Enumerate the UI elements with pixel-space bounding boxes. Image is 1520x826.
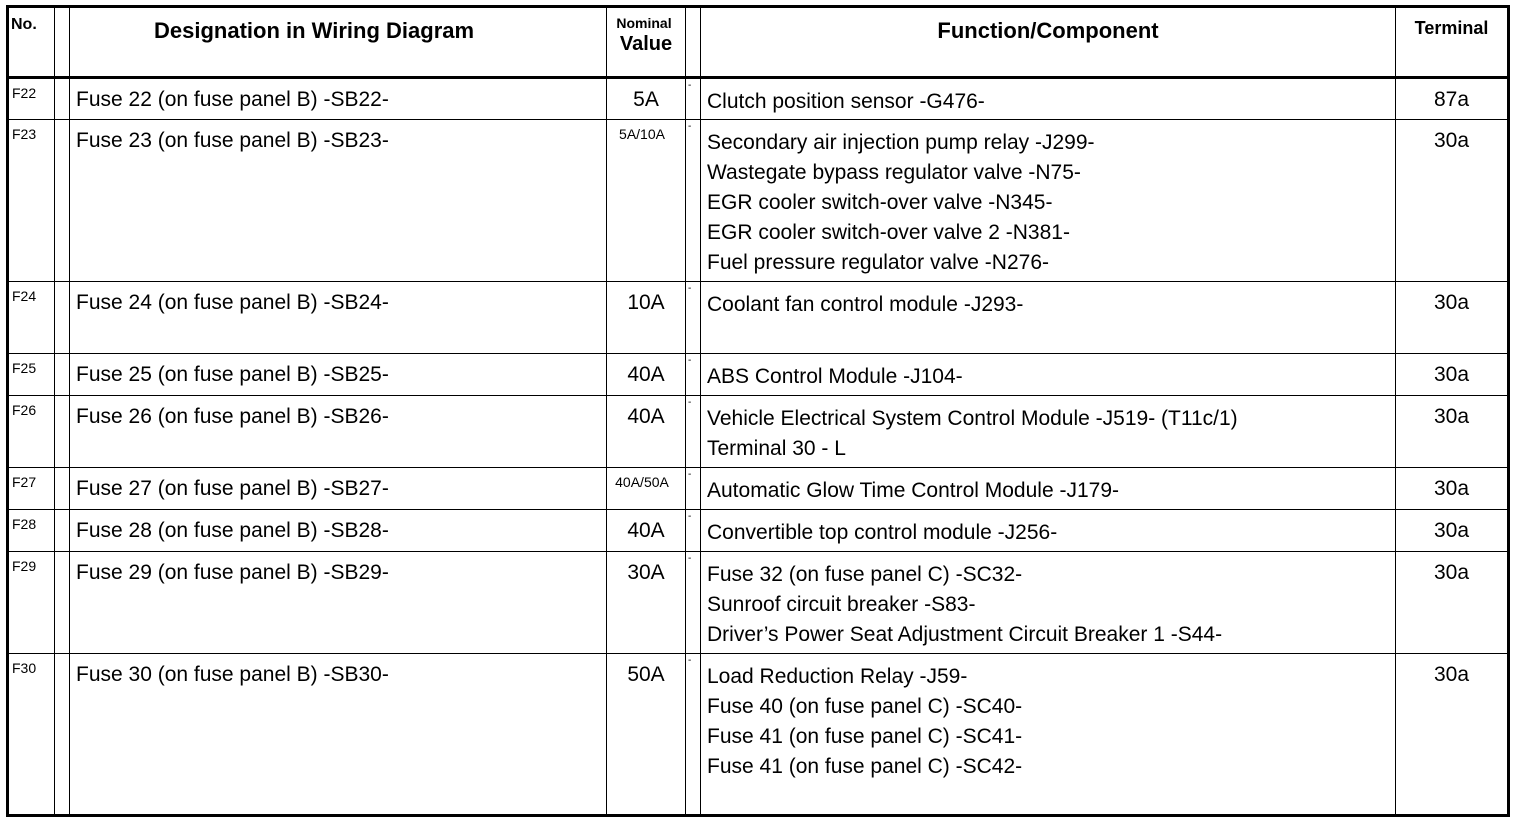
- designation-cell: Fuse 22 (on fuse panel B) -SB22-: [70, 78, 607, 120]
- dash-cell: -: [686, 552, 701, 654]
- table-row: [8, 510, 1509, 552]
- header-nominal-value: [607, 7, 686, 78]
- terminal-cell: 30a: [1396, 552, 1509, 654]
- spacer-cell: [55, 78, 70, 120]
- header-terminal: Terminal: [1396, 7, 1509, 78]
- nominal-value-cell: 5A/10A: [607, 120, 686, 282]
- spacer-cell: [55, 282, 70, 354]
- function-line: Wastegate bypass regulator valve -N75-: [707, 161, 1081, 184]
- table-row: [8, 354, 1509, 396]
- function-line: Secondary air injection pump relay -J299-: [707, 131, 1095, 154]
- terminal-cell: 30a: [1396, 510, 1509, 552]
- designation-cell: Fuse 30 (on fuse panel B) -SB30-: [70, 654, 607, 816]
- dash-cell: -: [686, 120, 701, 282]
- spacer-cell: [55, 120, 70, 282]
- function-line: Convertible top control module -J256-: [707, 521, 1058, 544]
- designation-cell: Fuse 24 (on fuse panel B) -SB24-: [70, 282, 607, 354]
- spacer-cell: [55, 510, 70, 552]
- function-line: Fuse 41 (on fuse panel C) -SC42-: [707, 755, 1023, 778]
- function-cell: [701, 354, 1396, 396]
- dash-cell: -: [686, 78, 701, 120]
- dash-cell: -: [686, 354, 701, 396]
- function-line: Fuel pressure regulator valve -N276-: [707, 251, 1049, 274]
- function-cell: [701, 654, 1396, 816]
- function-line: Terminal 30 - L: [707, 437, 846, 460]
- function-cell: [701, 510, 1396, 552]
- dash-cell: -: [686, 396, 701, 468]
- spacer-cell: [55, 552, 70, 654]
- terminal-cell: 30a: [1396, 282, 1509, 354]
- nominal-value-cell: 40A: [607, 396, 686, 468]
- designation-cell: Fuse 23 (on fuse panel B) -SB23-: [70, 120, 607, 282]
- terminal-cell: 30a: [1396, 468, 1509, 510]
- function-cell: [701, 396, 1396, 468]
- header-spacer: [686, 7, 701, 78]
- dash-cell: -: [686, 510, 701, 552]
- function-line: Driver’s Power Seat Adjustment Circuit Breaker 1 -S44-: [707, 623, 1223, 646]
- header-designation: Designation in Wiring Diagram: [70, 7, 607, 78]
- designation-cell: Fuse 25 (on fuse panel B) -SB25-: [70, 354, 607, 396]
- function-line: Automatic Glow Time Control Module -J179-: [707, 479, 1119, 502]
- fuse-number: F25: [8, 354, 55, 396]
- nominal-value-cell: 10A: [607, 282, 686, 354]
- table-row: [8, 552, 1509, 654]
- table-row: [8, 468, 1509, 510]
- terminal-cell: 87a: [1396, 78, 1509, 120]
- table-row: [8, 78, 1509, 120]
- spacer-cell: [55, 354, 70, 396]
- function-line: EGR cooler switch-over valve 2 -N381-: [707, 221, 1070, 244]
- function-cell: [701, 552, 1396, 654]
- function-line: Fuse 41 (on fuse panel C) -SC41-: [707, 725, 1023, 748]
- function-cell: [701, 282, 1396, 354]
- dash-cell: -: [686, 654, 701, 816]
- function-line: Fuse 40 (on fuse panel C) -SC40-: [707, 695, 1023, 718]
- fuse-number: F23: [8, 120, 55, 282]
- terminal-cell: 30a: [1396, 396, 1509, 468]
- fuse-number: F26: [8, 396, 55, 468]
- nominal-value-cell: 50A: [607, 654, 686, 816]
- header-nominal: Nominal: [616, 15, 672, 31]
- dash-cell: -: [686, 282, 701, 354]
- function-cell: [701, 120, 1396, 282]
- designation-cell: Fuse 27 (on fuse panel B) -SB27-: [70, 468, 607, 510]
- table-row: [8, 396, 1509, 468]
- table-row: [8, 120, 1509, 282]
- table-row: [8, 282, 1509, 354]
- fuse-number: F22: [8, 78, 55, 120]
- nominal-value-cell: 40A: [607, 354, 686, 396]
- function-line: Coolant fan control module -J293-: [707, 293, 1024, 316]
- designation-cell: Fuse 28 (on fuse panel B) -SB28-: [70, 510, 607, 552]
- nominal-value-cell: 40A: [607, 510, 686, 552]
- designation-cell: Fuse 26 (on fuse panel B) -SB26-: [70, 396, 607, 468]
- header-function: Function/Component: [701, 7, 1396, 78]
- nominal-value-cell: 30A: [607, 552, 686, 654]
- nominal-value-cell: 40A/50A: [607, 468, 686, 510]
- fuse-number: F24: [8, 282, 55, 354]
- function-line: Sunroof circuit breaker -S83-: [707, 593, 976, 616]
- terminal-cell: 30a: [1396, 120, 1509, 282]
- terminal-cell: 30a: [1396, 654, 1509, 816]
- function-cell: [701, 78, 1396, 120]
- terminal-cell: 30a: [1396, 354, 1509, 396]
- function-line: Clutch position sensor -G476-: [707, 90, 985, 113]
- fuse-number: F29: [8, 552, 55, 654]
- table-row: [8, 654, 1509, 816]
- designation-cell: Fuse 29 (on fuse panel B) -SB29-: [70, 552, 607, 654]
- spacer-cell: [55, 654, 70, 816]
- header-value: Value: [619, 33, 673, 55]
- fuse-number: F27: [8, 468, 55, 510]
- header-spacer: [55, 7, 70, 78]
- nominal-value-cell: 5A: [607, 78, 686, 120]
- function-line: ABS Control Module -J104-: [707, 365, 963, 388]
- spacer-cell: [55, 468, 70, 510]
- dash-cell: -: [686, 468, 701, 510]
- function-line: Load Reduction Relay -J59-: [707, 665, 968, 688]
- function-line: EGR cooler switch-over valve -N345-: [707, 191, 1053, 214]
- function-line: Fuse 32 (on fuse panel C) -SC32-: [707, 563, 1023, 586]
- header-row: [8, 7, 1509, 78]
- header-no: No.: [8, 7, 55, 78]
- function-cell: [701, 468, 1396, 510]
- spacer-cell: [55, 396, 70, 468]
- fuse-number: F30: [8, 654, 55, 816]
- fuse-number: F28: [8, 510, 55, 552]
- function-line: Vehicle Electrical System Control Module -J519- (T11c/1): [707, 407, 1238, 430]
- fuse-assignment-table: [6, 5, 1510, 817]
